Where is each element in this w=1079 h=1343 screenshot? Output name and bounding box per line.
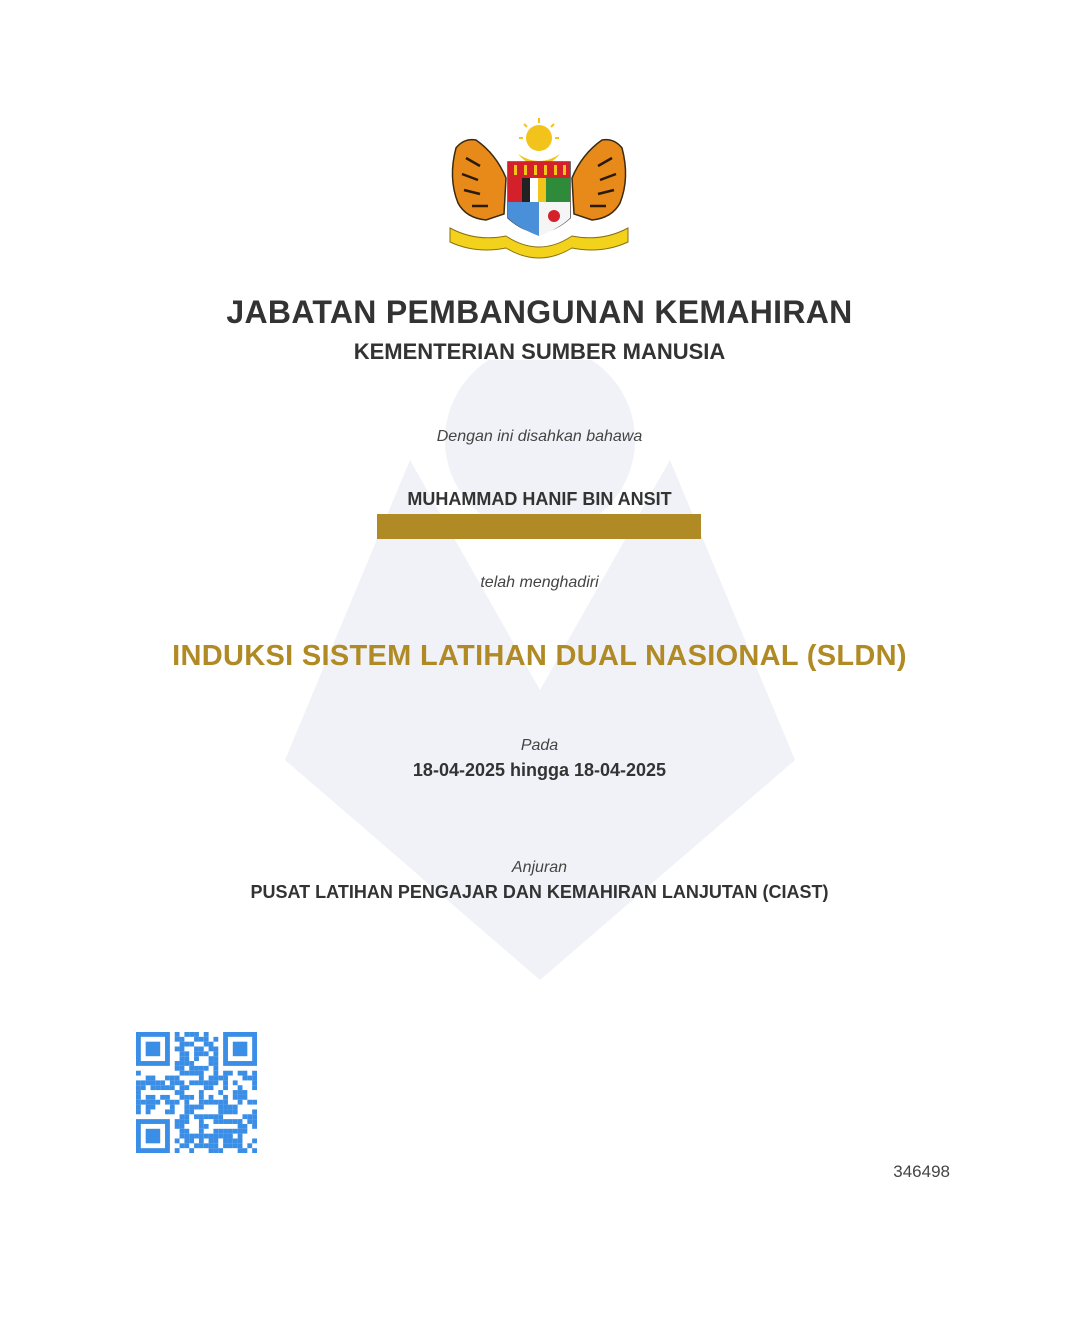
- ministry-title: KEMENTERIAN SUMBER MANUSIA: [353, 339, 726, 364]
- name-underline-bar: [377, 514, 701, 539]
- organizer-label: Anjuran: [511, 859, 568, 876]
- certificate-number: 346498: [893, 1162, 950, 1181]
- date-label: Pada: [520, 737, 559, 754]
- organizer-name: PUSAT LATIHAN PENGAJAR DAN KEMAHIRAN LANJUTAN (CIAST): [250, 882, 829, 902]
- qr-code-icon[interactable]: [136, 1032, 257, 1153]
- certify-text: Dengan ini disahkan bahawa: [436, 428, 643, 445]
- attended-text: telah menghadiri: [480, 574, 599, 591]
- course-title: INDUKSI SISTEM LATIHAN DUAL NASIONAL (SLDN): [172, 640, 907, 672]
- coat-of-arms-icon: [446, 118, 632, 266]
- agency-title: JABATAN PEMBANGUNAN KEMAHIRAN: [226, 294, 853, 330]
- recipient-name: MUHAMMAD HANIF BIN ANSIT: [407, 489, 672, 509]
- date-range: 18-04-2025 hingga 18-04-2025: [412, 760, 667, 780]
